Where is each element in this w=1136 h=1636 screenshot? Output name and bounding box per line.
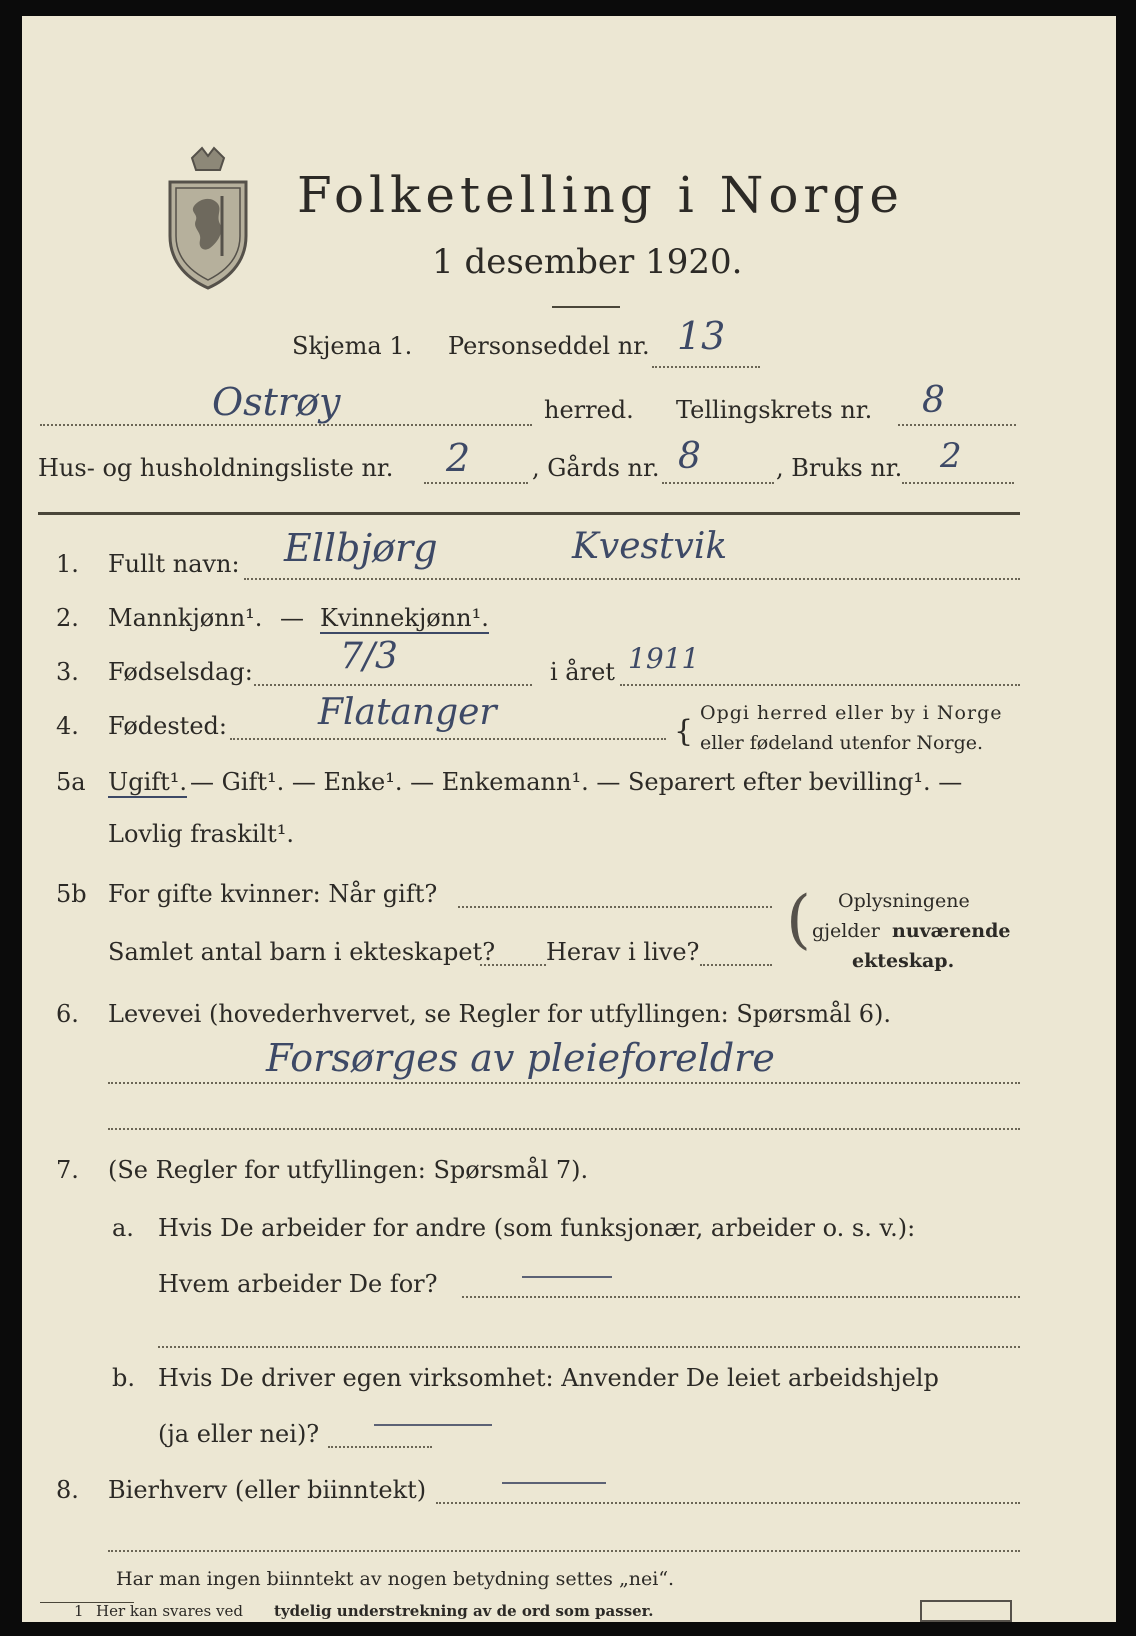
herred-label: herred. [544,396,634,424]
q3-value: 7/3 [340,636,398,677]
tellingskrets-line [898,424,1016,426]
q5b-note-line3: ekteskap. [852,950,955,972]
q8-extra-line [108,1550,1020,1552]
q5b-line2-children: Samlet antal barn i ekteskapet? [108,938,496,966]
q5b-note-line2b: nuværende [892,920,1011,942]
q2-number: 2. [56,604,79,632]
hus-label: Hus- og husholdningsliste nr. [38,454,394,482]
q8-dash-mark [502,1482,606,1484]
personseddel-label: Personseddel nr. [448,332,650,360]
hus-value: 2 [446,436,471,480]
q5b-note-line2a: gjelder [812,920,880,942]
census-form [22,16,1116,1622]
footnote-text-b: tydelig understrekning av de ord som passer. [274,1602,654,1620]
q8-answer-line [436,1502,1020,1504]
q4-note-brace: { [674,714,694,749]
q4-label: Fødested: [108,712,227,740]
q5a-number: 5a [56,768,86,796]
q4-number: 4. [56,712,79,740]
tellingskrets-value: 8 [922,380,945,421]
q4-note-line1: Opgi herred eller by i Norge [700,702,1003,724]
q7a-extra-line [158,1346,1020,1348]
q5b-line2-alive: Herav i live? [546,938,700,966]
q1-value-first: Ellbjørg [284,526,438,570]
bruks-label: , Bruks nr. [776,454,903,482]
gards-value: 8 [678,436,701,477]
bruks-line [902,482,1014,484]
q1-number: 1. [56,550,79,578]
personseddel-value: 13 [677,314,726,358]
q3-year-label: i året [550,658,615,686]
q2-separator: — [280,604,304,632]
q7a-line1: Hvis De arbeider for andre (som funksjonær, arbeider o. s. v.): [158,1214,916,1242]
q4-note-line2: eller fødeland utenfor Norge. [700,732,984,754]
q7a-dash-mark [522,1276,612,1278]
q3-label: Fødselsdag: [108,658,253,686]
footnote-text-a: Her kan svares ved [96,1602,243,1620]
q4-value: Flatanger [318,692,497,733]
q5b-number: 5b [56,880,87,908]
q3-year-value: 1911 [628,642,700,675]
gards-line [662,482,774,484]
tellingskrets-label: Tellingskrets nr. [676,396,873,424]
q2-male: Mannkjønn¹. [108,604,263,632]
hus-line [424,482,528,484]
q7b-line2: (ja eller nei)? [158,1420,320,1448]
q6-value: Forsørges av pleieforeldre [266,1036,775,1080]
q6-number: 6. [56,1000,79,1028]
q7-number: 7. [56,1156,79,1184]
q5b-married-line [458,906,772,908]
q5b-note-brace: ( [786,883,811,957]
personseddel-line [652,366,760,368]
herred-value: Ostrøy [212,380,341,424]
page-title: Folketelling i Norge [297,166,904,224]
q7b-dash-mark [374,1424,492,1426]
q7b-answer-line [328,1446,432,1448]
q5a-ugift: Ugift¹. [108,768,188,796]
q1-line [244,578,1020,580]
q3-line [254,684,532,686]
q4-line [230,738,666,740]
printer-stamp [920,1600,1012,1622]
census-date: 1 desember 1920. [432,242,743,282]
q5b-alive-line [700,964,772,966]
gards-label: , Gårds nr. [532,454,660,482]
q5a-options: — Gift¹. — Enke¹. — Enkemann¹. — Separert efter bevilling¹. — [190,768,963,796]
q7b-line1: Hvis De driver egen virksomhet: Anvender De leiet arbeidshjelp [158,1364,939,1392]
no-income-note: Har man ingen biinntekt av nogen betydning settes „nei“. [116,1568,675,1590]
q5a-line2: Lovlig fraskilt¹. [108,820,295,848]
q6-label: Levevei (hovederhvervet, se Regler for utfyllingen: Spørsmål 6). [108,1000,892,1028]
title-divider [552,306,620,308]
q1-label: Fullt navn: [108,550,240,578]
footnote-number: 1 [74,1602,84,1620]
q7a-answer-line [462,1296,1020,1298]
q8-label: Bierhverv (eller biinntekt) [108,1476,427,1504]
q7a-line2: Hvem arbeider De for? [158,1270,438,1298]
herred-line [40,424,532,426]
q1-value-last: Kvestvik [572,526,728,567]
q6-line1 [108,1082,1020,1084]
q5b-line1: For gifte kvinner: Når gift? [108,880,438,908]
q5b-children-line [480,964,546,966]
coat-of-arms-icon [162,144,254,292]
bruks-value: 2 [940,436,962,476]
q8-number: 8. [56,1476,79,1504]
skjema-label: Skjema 1. [292,332,413,360]
q7a-letter: a. [112,1214,134,1242]
q3-number: 3. [56,658,79,686]
q7-label: (Se Regler for utfyllingen: Spørsmål 7). [108,1156,589,1184]
q2-female: Kvinnekjønn¹. [320,604,489,632]
q6-line2 [108,1128,1020,1130]
q7b-letter: b. [112,1364,135,1392]
header-divider [38,512,1020,515]
q3-year-line [620,684,1020,686]
q5b-note-line1: Oplysningene [838,890,970,912]
